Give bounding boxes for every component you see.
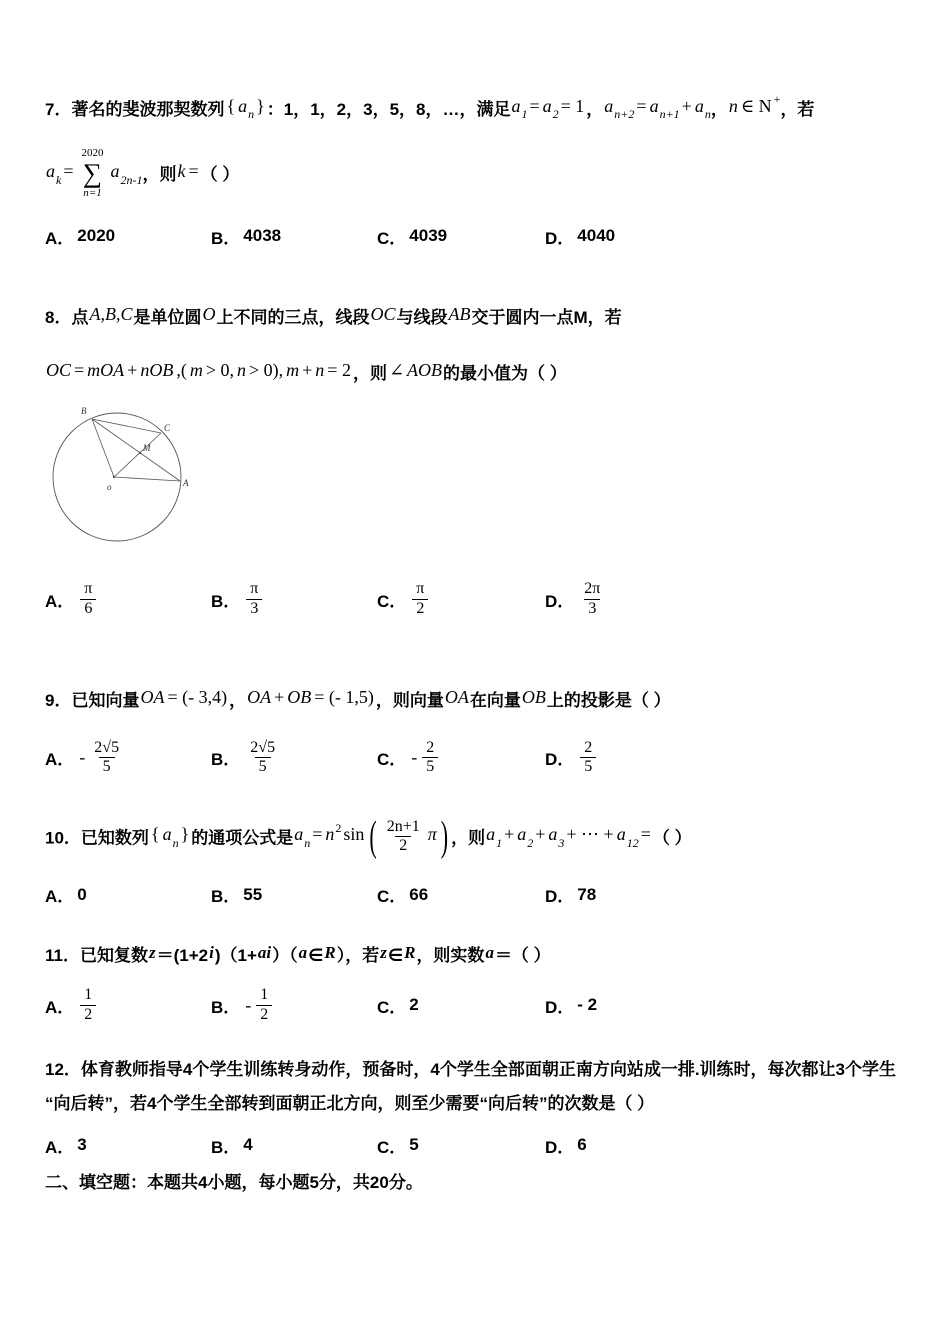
- option-B: B． 4038: [211, 226, 282, 248]
- question-8: [45, 303, 907, 623]
- option-A: A． 0: [45, 884, 87, 907]
- option-B: B． $\frac{2√5}{5}$: [211, 738, 276, 776]
- option-B: B． 4: [211, 1135, 253, 1157]
- option-D: D． 6: [545, 1135, 587, 1157]
- option-A: A． $\frac{1}{2}$: [45, 986, 211, 1024]
- option-C: C． - $\frac{2}{5}$: [377, 739, 545, 777]
- question-10-options: [45, 880, 907, 910]
- option-A: A． 2020: [45, 226, 116, 248]
- question-12-text-line-1: 12．体育教师指导4个学生训练转身动作，预备时，4个学生全部面朝正南方向站成一排.训练时，每次都让3个学生: [45, 1060, 896, 1079]
- point-M: [139, 452, 141, 454]
- question-7: [45, 92, 907, 251]
- question-11-text: 11．已知复数z＝(1+2i)（1+ai）（a∈R），若z∈R，则实数a＝（ ）: [45, 943, 551, 965]
- option-B: B． 55: [211, 884, 263, 907]
- label-O: o: [107, 482, 112, 493]
- label-M: M: [143, 443, 151, 454]
- section-2-header: 二、填空题：本题共4小题，每小题5分，共20分。: [45, 1173, 423, 1192]
- question-11: [45, 942, 907, 1030]
- question-8-options: [45, 575, 907, 623]
- radius-OB: [92, 419, 114, 477]
- question-12-text-line-2: “向后转”，若4个学生全部转到面朝正北方向，则至少需要“向后转”的次数是（ ）: [45, 1094, 655, 1114]
- label-C: C: [164, 423, 171, 434]
- label-A: A: [183, 478, 189, 489]
- option-C: C． 2: [377, 995, 419, 1017]
- question-7-formula: $a_k$ = 2020 ∑ n=1 $a_{2n-1}$，则k = （ ）: [46, 147, 240, 200]
- option-C: C． $\frac{\pi}{2}$: [377, 580, 545, 618]
- option-D: D． $\frac{2\pi}{3}$: [545, 580, 601, 617]
- question-10-text: 10．已知数列 { $a_n$ } 的通项公式是$a_n = n^2$ sin ( $\frac{2n+1}{2}$ π ) ，则$a_1 + a_2 + a_3$ + ⋯ + $a_{12}$ = （ ）: [45, 811, 692, 860]
- question-8-text: 8．点A,B,C是单位圆O上不同的三点，线段OC与线段AB交于圆内一点M，若: [45, 304, 622, 327]
- option-D: D． 78: [545, 884, 597, 907]
- question-7-options: [45, 221, 907, 251]
- option-C: C． 4039: [377, 226, 448, 248]
- question-9: [45, 686, 907, 784]
- question-8-formula: OC = mOA + nOB ,( m > 0, n > 0), m + n = 2 ，则 ∠ AOB的最小值为（ ）: [46, 359, 567, 383]
- option-C: C． 5: [377, 1135, 419, 1157]
- label-B: B: [81, 406, 87, 417]
- option-B: B． $\frac{\pi}{3}$: [211, 580, 377, 618]
- option-B: B． - $\frac{1}{2}$: [211, 986, 377, 1024]
- option-D: D． $\frac{2}{5}$: [545, 739, 907, 777]
- option-A: A． 3: [45, 1135, 87, 1157]
- question-10: [45, 811, 907, 910]
- question-11-options: [45, 980, 907, 1030]
- question-12: [45, 1056, 907, 1160]
- question-9-text: 9．已知向量OA = (- 3,4) ，OA + OB = (- 1,5) ，则向量OA在向量OB上的投影是（ ）: [45, 687, 671, 710]
- question-12-options: [45, 1130, 907, 1160]
- question-7-text: 7．著名的斐波那契数列 { $a_n$ } ：1，1，2，3，5，8，…，满足$a_1 = a_2 = 1$ ，$a_{n+2} = a_{n+1} + a_n$，n ∈ N +，若: [45, 92, 815, 122]
- radius-OA: [114, 477, 180, 481]
- option-D: D． - 2: [545, 995, 598, 1017]
- unit-circle-diagram: [47, 400, 197, 552]
- option-A: A． $\frac{\pi}{6}$: [45, 580, 211, 618]
- option-D: D． 4040: [545, 226, 616, 248]
- point-O: [113, 476, 115, 478]
- question-9-options: [45, 732, 907, 784]
- option-C: C． 66: [377, 884, 429, 907]
- option-A: A． - $\frac{2√5}{5}$: [45, 738, 120, 776]
- question-8-figure: [47, 400, 907, 557]
